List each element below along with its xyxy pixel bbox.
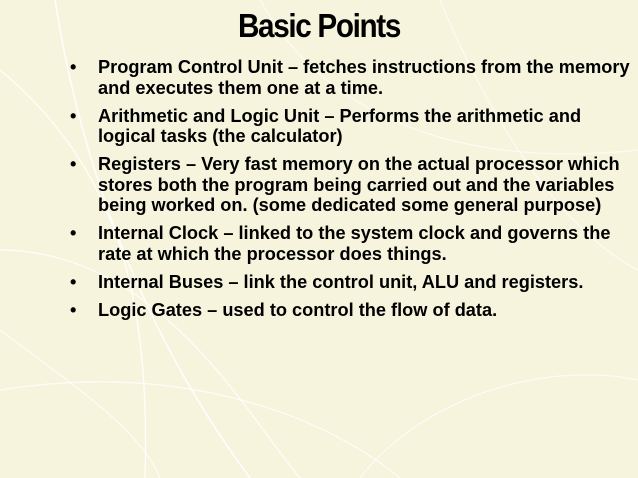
bullet-text: Program Control Unit – fetches instructions from the memory and executes them one at a time. xyxy=(98,57,630,98)
bullet-marker: • xyxy=(70,105,77,126)
bullet-text: Internal Clock – linked to the system clock and governs the rate at which the processor does things. xyxy=(98,223,611,264)
bullet-marker: • xyxy=(70,271,77,292)
bullet-marker: • xyxy=(70,57,77,77)
bullet-item-internal-buses xyxy=(70,272,636,293)
bullet-item-internal-clock xyxy=(70,223,636,264)
bullet-item-registers xyxy=(70,154,636,216)
bullet-text: Registers – Very fast memory on the actual processor which stores both the program being carried out and the variables being worked on. (some dedicated some general purpose) xyxy=(98,154,620,215)
bullet-list xyxy=(70,57,636,328)
slide-title: Basic Points xyxy=(237,7,401,44)
bullet-marker: • xyxy=(70,223,77,243)
bullet-text: Arithmetic and Logic Unit – Performs the arithmetic and logical tasks (the calculator) xyxy=(98,105,582,146)
bullet-item-alu xyxy=(70,106,636,147)
bullet-marker: • xyxy=(70,299,77,320)
bullet-item-logic-gates xyxy=(70,300,636,321)
bullet-text: Logic Gates – used to control the flow of data. xyxy=(98,299,498,320)
bullet-item-program-control-unit xyxy=(70,57,636,98)
bullet-marker: • xyxy=(70,154,77,174)
bullet-text: Internal Buses – link the control unit, ALU and registers. xyxy=(98,271,584,292)
